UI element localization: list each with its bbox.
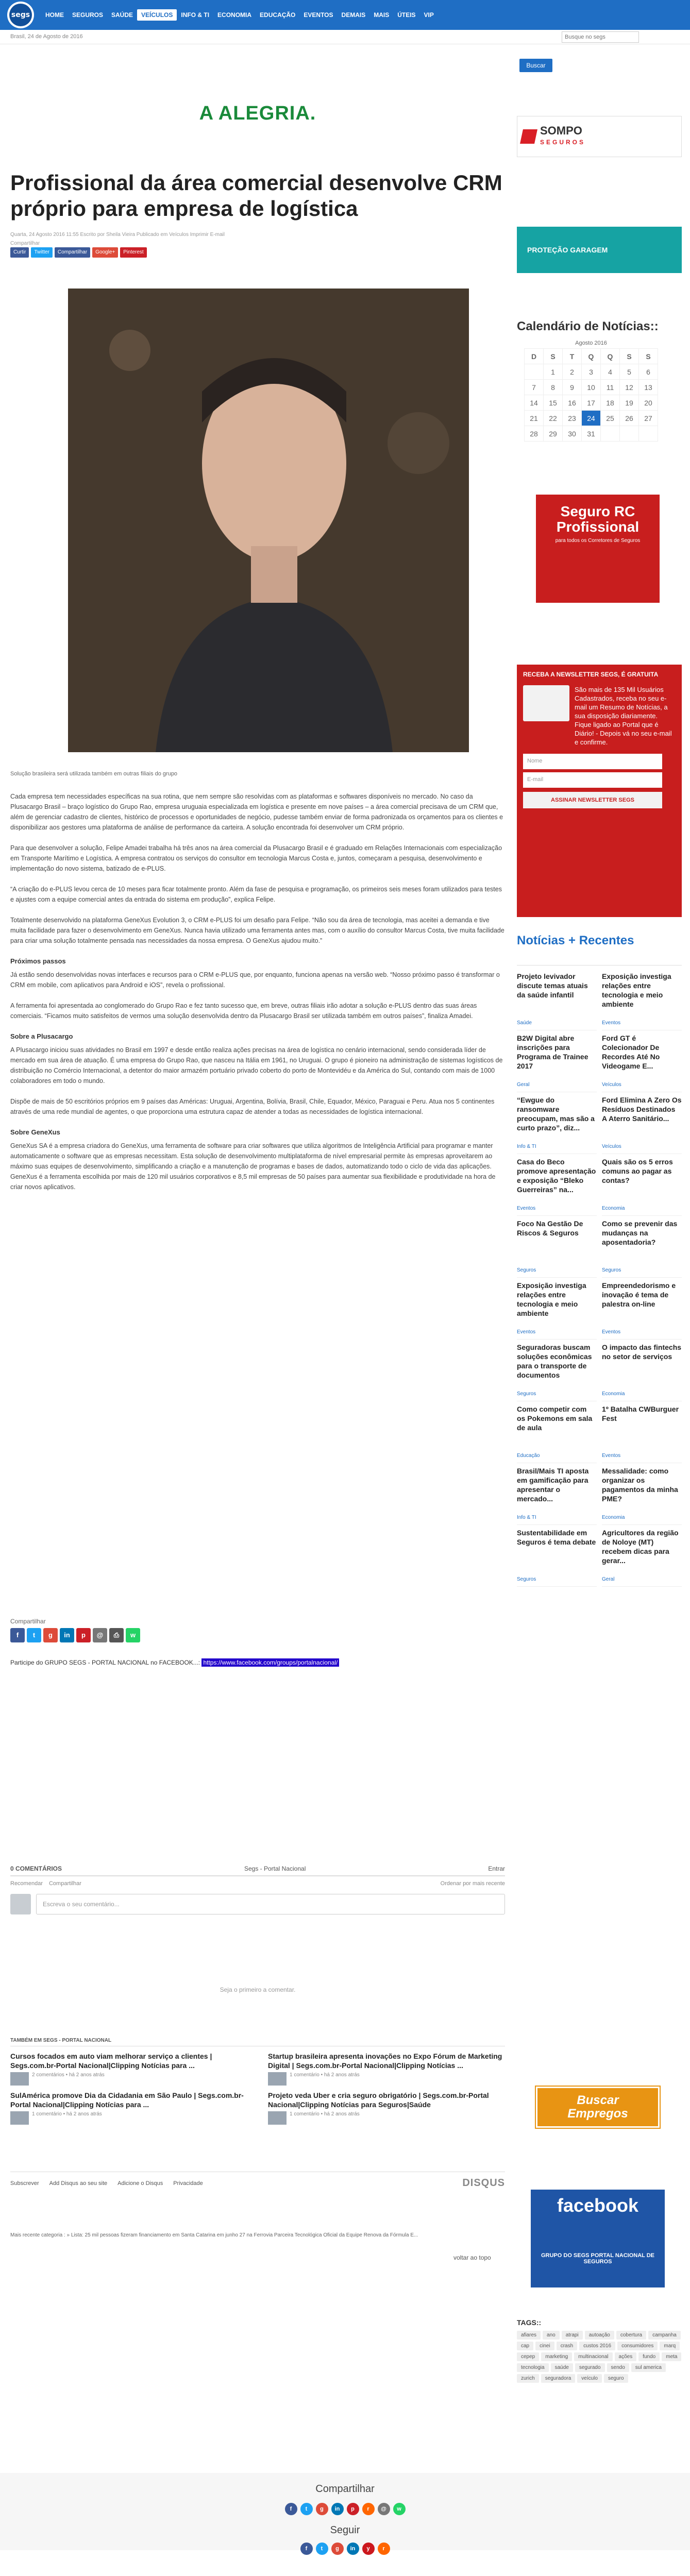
seguro-rc-title: Seguro RC Profissional	[556, 503, 639, 535]
tag-item[interactable]: cinei	[535, 2342, 554, 2350]
share-button-1[interactable]: Twitter	[31, 247, 52, 258]
share-tab-label: Compartilhar	[10, 241, 40, 246]
recent-news-tabs	[517, 953, 682, 965]
calendar-day[interactable]: 11	[601, 380, 620, 395]
photo-caption: Solução brasileira será utilizada também em outras filiais do grupo	[10, 771, 178, 777]
recent-news-item[interactable]	[602, 1401, 682, 1463]
print-icon[interactable]: ⎙	[109, 1628, 124, 1642]
recent-news-category[interactable]: Geral	[517, 1082, 530, 1088]
facebook-icon[interactable]: f	[10, 1628, 25, 1642]
calendar-day[interactable]: 24	[582, 411, 601, 426]
add-disqus-link[interactable]: Add Disqus ao seu site	[49, 2180, 108, 2187]
privacy-link[interactable]: Privacidade	[173, 2180, 203, 2187]
recent-news-category[interactable]: Seguros	[602, 1267, 621, 1273]
related-thumb	[268, 2072, 287, 2086]
recent-news-category[interactable]: Economia	[602, 1515, 625, 1520]
tag-item[interactable]: afiares	[517, 2331, 541, 2340]
article-paragraph: Para que desenvolver a solução, Felipe Amadei trabalha há três anos na área comercial da Plusacargo Brasil e é graduado em Relações Internacionais com especialização em Transporte Marítimo e Logística. A empresa contratou os serviços do consultor em tecnologia Marcus Costa e, juntos, começaram a pesquisa, desenvolvimento e implementação do novo sistema, batizado de e-PLUS.	[10, 844, 502, 872]
tag-item[interactable]: seguro	[604, 2374, 628, 2383]
recent-news-category[interactable]: Veículos	[602, 1082, 621, 1088]
linkedin-icon[interactable]: in	[60, 1628, 74, 1642]
tags-cloud	[517, 2318, 682, 2383]
related-item[interactable]	[10, 2052, 247, 2086]
related-grid	[10, 2052, 505, 2125]
recent-news-title[interactable]: Agricultores da região de Noloye (MT) recebem dicas para gerar...	[602, 1529, 679, 1565]
tag-item[interactable]: cobertura	[616, 2331, 646, 2340]
byline-text: Quarta, 24 Agosto 2016 11:55 Escrito por Sheila Vieira Publicado em Veículos Imprimir E-mail	[10, 232, 225, 238]
related-item[interactable]	[268, 2052, 505, 2086]
calendar-day[interactable]: 9	[563, 380, 582, 395]
google-plus-follow-icon[interactable]: g	[331, 2543, 344, 2555]
related-thumb	[268, 2111, 287, 2125]
tag-item[interactable]: veículo	[577, 2374, 602, 2383]
sompo-name: SOMPO	[540, 124, 582, 137]
recent-news-category[interactable]: Seguros	[517, 1577, 536, 1582]
tag-item[interactable]: consumidores	[617, 2342, 658, 2350]
tag-item[interactable]: fundo	[638, 2352, 660, 2361]
related-articles	[10, 2038, 505, 2125]
recent-news-item[interactable]	[517, 1463, 597, 1525]
tag-item[interactable]: autoação	[585, 2331, 614, 2340]
calendar-day[interactable]: 1	[544, 364, 563, 380]
twitter-follow-icon[interactable]: t	[316, 2543, 328, 2555]
recent-news-category[interactable]: Eventos	[602, 1020, 621, 1026]
tag-item[interactable]: meta	[662, 2352, 681, 2361]
recent-news-category[interactable]: Eventos	[602, 1329, 621, 1335]
buscar-empregos-ad[interactable]	[536, 2087, 660, 2128]
nav-item-sa-de[interactable]: SAÚDE	[111, 11, 133, 19]
calendar-day[interactable]: 13	[639, 380, 658, 395]
calendar-day[interactable]: 28	[525, 426, 544, 442]
facebook-group-box[interactable]	[531, 2190, 665, 2287]
recent-news-item[interactable]	[602, 1092, 682, 1154]
calendar-month: Agosto 2016	[575, 340, 607, 346]
recent-news-item[interactable]	[517, 1401, 597, 1463]
current-date: Brasil, 24 de Agosto de 2016	[10, 33, 83, 40]
recent-news-item[interactable]	[517, 1154, 597, 1216]
article-paragraph: GeneXus SA é a empresa criadora do GeneXus, uma ferramenta de software para criar softwares que utiliza algoritmos de Inteligência Artificial para programar e manter automaticamente o software que as empresas necessitam. Esta solução de desenvolvimento multiplataforma de nível empresarial permite às empresas aproveitarem ao máximo suas equipes de desenvolvimento, simplificando a criação e a manutenção de programas e bases de dados, automatizando todo o ciclo de vida das aplicações. GeneXus é a ferramenta escolhida por mais de 120 mil usuários corporativos e 8,5 mil empresas de 50 países para aumentar sua flexibilidade e produtividade na hora de criar novos aplicativos.	[10, 1142, 496, 1191]
facebook-icon[interactable]: f	[285, 2503, 297, 2515]
whatsapp-icon[interactable]: w	[393, 2503, 406, 2515]
related-meta	[268, 2072, 505, 2086]
calendar-day[interactable]: 31	[582, 426, 601, 442]
tag-item[interactable]: custos 2016	[579, 2342, 615, 2350]
recent-news-category[interactable]: Seguros	[517, 1391, 536, 1397]
share-section	[0, 2473, 690, 2550]
avatar	[10, 1894, 31, 1914]
recent-news-title[interactable]: Brasil/Mais TI aposta em gamificação para apresentar o mercado...	[517, 1467, 589, 1503]
logo-text: segs	[9, 4, 32, 26]
recent-news-item[interactable]	[602, 1463, 682, 1525]
calendar-weekday: Q	[582, 349, 601, 364]
calendar-day[interactable]: 12	[620, 380, 639, 395]
article-paragraph: A ferramenta foi apresentada ao conglomerado do Grupo Rao e fez tanto sucesso que, em breve, outras filiais irão adotar a solução e-PLUS dentro das suas áreas comerciais. “Ficamos muito satisfeitos de vermos uma solução desenvolvida dentro da Plusacargo Brasil ser utilizada também em outros países”, finaliza Amadei.	[10, 1002, 477, 1020]
news-calendar	[517, 319, 682, 442]
follow-icons	[0, 2543, 690, 2555]
nav-item-seguros[interactable]: SEGUROS	[72, 11, 104, 19]
linkedin-follow-icon[interactable]: in	[347, 2543, 359, 2555]
article-paragraph: Já estão sendo desenvolvidas novas interfaces e recursos para o CRM e-PLUS que, por enquanto, funciona apenas na versão web. “Nosso próximo passo é transformar o CRM em mobile, com aplicativos para Android e iOS”, revela o profissional.	[10, 971, 500, 989]
section-heading: Sobre a Plusacargo	[10, 1032, 73, 1040]
rss-icon[interactable]: r	[362, 2503, 375, 2515]
calendar-day[interactable]: 15	[544, 395, 563, 411]
recent-news-title[interactable]: Sustentabilidade em Seguros é tema debate	[517, 1529, 596, 1546]
whatsapp-icon[interactable]: w	[126, 1628, 140, 1642]
calendar-day[interactable]: 7	[525, 380, 544, 395]
tag-item[interactable]: ano	[543, 2331, 560, 2340]
calendar-day[interactable]: 19	[620, 395, 639, 411]
protecao-garagem-ad[interactable]: PROTEÇÃO GARAGEM	[517, 227, 682, 273]
disqus-logo[interactable]: DISQUS	[462, 2177, 505, 2189]
calendar-weekday: T	[563, 349, 582, 364]
facebook-follow-icon[interactable]: f	[300, 2543, 313, 2555]
twitter-icon[interactable]: t	[27, 1628, 41, 1642]
linkedin-icon[interactable]: in	[331, 2503, 344, 2515]
calendar-weekday: S	[544, 349, 563, 364]
related-item[interactable]	[10, 2091, 247, 2125]
disqus-site-name: Segs - Portal Nacional	[244, 1865, 306, 1872]
share-button-4[interactable]: Pinterest	[120, 247, 146, 258]
nav-item-eventos[interactable]: EVENTOS	[304, 11, 333, 19]
recent-news-title[interactable]: Exposição investiga relações entre tecnologia e meio ambiente	[517, 1281, 586, 1317]
recent-news-category[interactable]: Seguros	[517, 1267, 536, 1273]
related-meta-text: 2 comentários • há 2 anos atrás	[32, 2072, 105, 2078]
sompo-mark-icon	[520, 129, 537, 144]
calendar-day	[639, 426, 658, 442]
share-section-title: Compartilhar	[315, 2483, 375, 2495]
recent-news-title[interactable]: Ford Elimina A Zero Os Resíduos Destinados A Aterro Sanitário...	[602, 1096, 682, 1123]
tag-item[interactable]: campanha	[648, 2331, 681, 2340]
calendar-day[interactable]: 20	[639, 395, 658, 411]
photo-portrait-icon	[68, 289, 469, 752]
share-icons-row	[10, 1628, 505, 1642]
related-meta	[10, 2072, 247, 2086]
recent-news-item[interactable]	[517, 969, 597, 1030]
recent-news-title[interactable]: Como competir com os Pokemons em sala de aula	[517, 1405, 593, 1432]
nav-item-educa-o[interactable]: EDUCAÇÃO	[260, 11, 296, 19]
article-paragraph: “A criação do e-PLUS levou cerca de 10 meses para ficar totalmente pronto. Além da fase de pesquisa e programação, os primeiros seis meses foram utilizados para testes e ajustes com a equipe comercial antes da entrada do sistema em produção”, explica Felipe.	[10, 886, 502, 903]
related-thumb	[10, 2111, 29, 2125]
calendar-day[interactable]: 18	[601, 395, 620, 411]
calendar-day[interactable]: 4	[601, 364, 620, 380]
google-plus-icon[interactable]: g	[316, 2503, 328, 2515]
calendar-day[interactable]: 25	[601, 411, 620, 426]
article-byline	[10, 232, 505, 246]
back-to-top-link[interactable]: voltar ao topo	[453, 2254, 491, 2261]
recent-news-title[interactable]: Seguradoras buscam soluções econômicas para o transporte de documentos	[517, 1343, 592, 1379]
share-label: Compartilhar	[10, 1618, 46, 1625]
section-heading: Sobre GeneXus	[10, 1128, 60, 1136]
related-meta-text: 1 comentário • há 2 anos atrás	[290, 2072, 360, 2078]
newsletter-email-field[interactable]: E-mail	[523, 772, 662, 788]
tag-item[interactable]: atrapi	[562, 2331, 583, 2340]
related-title[interactable]: Cursos focados em auto viam melhorar serviço a clientes | Segs.com.br-Portal Nacional|Clipping Notícias para ...	[10, 2052, 212, 2070]
recent-news-title[interactable]: O impacto das fintechs no setor de serviços	[602, 1343, 682, 1361]
nav-item-home[interactable]: HOME	[45, 11, 64, 19]
main-nav	[41, 9, 438, 21]
fb-box-sub: GRUPO DO SEGS PORTAL NACIONAL DE SEGUROS	[541, 2252, 655, 2265]
add-disqus-link-2[interactable]: Adicione o Disqus	[117, 2180, 163, 2187]
calendar-table	[524, 338, 658, 442]
calendar-day[interactable]: 26	[620, 411, 639, 426]
email-icon[interactable]: @	[378, 2503, 390, 2515]
article-title: Profissional da área comercial desenvolve CRM próprio para empresa de logística	[10, 171, 502, 221]
recent-news-title[interactable]: 1º Batalha CWBurguer Fest	[602, 1405, 679, 1422]
calendar-day[interactable]: 5	[620, 364, 639, 380]
related-meta-text: 1 comentário • há 2 anos atrás	[290, 2111, 360, 2117]
calendar-day[interactable]: 3	[582, 364, 601, 380]
tag-item[interactable]: sul america	[631, 2363, 666, 2372]
nav-item-vip[interactable]: VIP	[424, 11, 434, 19]
calendar-weekday: S	[620, 349, 639, 364]
calendar-day[interactable]: 23	[563, 411, 582, 426]
tag-item[interactable]: sendo	[607, 2363, 629, 2372]
tag-item[interactable]: cepep	[517, 2352, 539, 2361]
recent-news-category[interactable]: Saúde	[517, 1020, 532, 1026]
disqus-comments	[10, 1865, 505, 1914]
calendar-day[interactable]: 10	[582, 380, 601, 395]
tags-title: TAGS::	[517, 2318, 542, 2327]
nav-item-economia[interactable]: ECONOMIA	[217, 11, 252, 19]
related-meta-text: 1 comentário • há 2 anos atrás	[32, 2111, 102, 2117]
tag-item[interactable]: saúde	[551, 2363, 573, 2372]
calendar-day[interactable]: 16	[563, 395, 582, 411]
search-input[interactable]	[562, 31, 639, 43]
related-title[interactable]: Startup brasileira apresenta inovações no Expo Fórum de Marketing Digital | Segs.com.br-Portal Nacional|Clipping Notícias ...	[268, 2052, 502, 2070]
article-body	[10, 791, 505, 1202]
share-section-icons	[0, 2503, 690, 2515]
recent-news-item[interactable]	[517, 1030, 597, 1092]
tag-item[interactable]: segurado	[575, 2363, 605, 2372]
recent-news-item[interactable]	[602, 1278, 682, 1340]
recent-news-title[interactable]: Foco Na Gestão De Riscos & Seguros	[517, 1219, 583, 1237]
related-thumb	[10, 2072, 29, 2086]
buscar-line2: Empregos	[567, 2107, 628, 2121]
subscribe-link[interactable]: Subscrever	[10, 2180, 39, 2187]
recent-news-item[interactable]	[517, 1340, 597, 1401]
section-heading: Próximos passos	[10, 957, 66, 965]
article-paragraph: Totalmente desenvolvido na plataforma GeneXus Evolution 3, o CRM e-PLUS foi um desafio para Felipe. “Não sou da área de tecnologia, mas aceitei a demanda e tive muita facilidade para fazer o desenvolvimento em GeneXus. Nunca havia utilizado uma ferramenta antes mas, com o auxílio do consultor Marcus Costa, tive muita facilidade para criar uma solução totalmente pensada nas necessidades da nossa empresa. O GeneXus ajudou muito.”	[10, 917, 504, 944]
recent-news-item[interactable]	[602, 1525, 682, 1587]
recent-news-title[interactable]: Casa do Beco promove apresentação e exposição “Bleko Guerreiras” na...	[517, 1158, 596, 1194]
sompo-sub: SEGUROS	[540, 139, 586, 146]
comments-count: 0 COMENTÁRIOS	[10, 1865, 62, 1872]
share-button-3[interactable]: Google+	[92, 247, 118, 258]
tag-item[interactable]: marketing	[541, 2352, 572, 2361]
recent-news-category[interactable]: Eventos	[517, 1329, 536, 1335]
share-button-0[interactable]: Curtir	[10, 247, 29, 258]
recent-news-item[interactable]	[602, 1216, 682, 1278]
related-title[interactable]: SulAmérica promove Dia da Cidadania em São Paulo | Segs.com.br-Portal Nacional|Clipping Notícias para ...	[10, 2091, 244, 2109]
tag-item[interactable]: multinacional	[574, 2352, 612, 2361]
calendar-day[interactable]: 2	[563, 364, 582, 380]
newsletter-box	[517, 665, 682, 917]
nav-item-mais[interactable]: MAIS	[374, 11, 390, 19]
recent-news-title[interactable]: Quais são os 5 erros comuns ao pagar as contas?	[602, 1158, 673, 1184]
recent-news-title[interactable]: B2W Digital abre inscrições para Programa de Trainee 2017	[517, 1034, 588, 1070]
tag-item[interactable]: seguradora	[541, 2374, 576, 2383]
calendar-day[interactable]: 6	[639, 364, 658, 380]
calendar-day[interactable]: 21	[525, 411, 544, 426]
calendar-title: Calendário de Notícias::	[517, 319, 659, 333]
rss-follow-icon[interactable]: r	[378, 2543, 390, 2555]
calendar-day[interactable]: 27	[639, 411, 658, 426]
site-logo[interactable]	[7, 2, 34, 28]
newsletter-heading: RECEBA A NEWSLETTER SEGS, É GRATUITA	[523, 671, 659, 678]
recent-news-category[interactable]: Economia	[602, 1391, 625, 1397]
recent-news-item[interactable]	[517, 1278, 597, 1340]
recent-news-item[interactable]	[517, 1216, 597, 1278]
recent-news-title[interactable]: Messalidade: como organizar os pagamentos da minha PME?	[602, 1467, 678, 1503]
buscar-line1: Buscar	[577, 2093, 619, 2107]
tag-item[interactable]: crash	[557, 2342, 577, 2350]
twitter-icon[interactable]: t	[300, 2503, 313, 2515]
recommend-button[interactable]: Recomendar	[10, 1880, 43, 1887]
fb-box-title: facebook	[557, 2195, 639, 2216]
calendar-day	[525, 364, 544, 380]
related-item[interactable]	[268, 2091, 505, 2125]
recent-news-category[interactable]: Info & TI	[517, 1515, 536, 1520]
recent-news-category[interactable]: Geral	[602, 1577, 615, 1582]
share-button[interactable]: Compartilhar	[48, 1880, 81, 1887]
calendar-weekday: Q	[601, 349, 620, 364]
tag-item[interactable]: tecnologia	[517, 2363, 549, 2372]
tag-item[interactable]: marq	[660, 2342, 680, 2350]
top-banner-ad[interactable]: A ALEGRIA.	[199, 102, 316, 124]
pinterest-icon[interactable]: p	[76, 1628, 91, 1642]
recent-news-grid	[517, 969, 682, 1587]
share-button-2[interactable]: Compartilhar	[55, 247, 90, 258]
recent-news-category[interactable]: Info & TI	[517, 1144, 536, 1149]
follow-title: Seguir	[330, 2524, 360, 2536]
newsletter-subscribe-button[interactable]: ASSINAR NEWSLETTER SEGS	[523, 792, 662, 808]
social-share-bar	[10, 247, 147, 258]
related-header: TAMBÉM EM SEGS - PORTAL NACIONAL	[10, 2038, 505, 2046]
pinterest-icon[interactable]: p	[347, 2503, 359, 2515]
google-plus-icon[interactable]: g	[43, 1628, 58, 1642]
news-ticker[interactable]: Mais recente categoria : » Lista: 25 mil pessoas fizeram financiamento em Santa Catarina em junho 27 na Ferrovia Parceira Tecnológica Oficial da Equipe Renova da Fórmula E...	[10, 2232, 418, 2238]
tag-item[interactable]: zurich	[517, 2374, 539, 2383]
nav-item-ve-culos[interactable]: VEÍCULOS	[137, 9, 177, 21]
first-comment-text: Seja o primeiro a comentar.	[220, 1986, 296, 1993]
nav-item-demais[interactable]: DEMAIS	[341, 11, 366, 19]
article-photo	[68, 289, 469, 752]
login-button[interactable]: Entrar	[488, 1865, 505, 1872]
recent-news-title[interactable]: “Ewgue do ransomware preocupam, mas são a curto prazo”, diz...	[517, 1096, 595, 1132]
recent-news-item[interactable]	[602, 969, 682, 1030]
newsletter-name-field[interactable]: Nome	[523, 754, 662, 769]
newsletter-text: São mais de 135 Mil Usuários Cadastrados, receba no seu e-mail um Resumo de Notícias, a sua disposição diariamente. Fique ligado ao Portal que é Diário! - Depois vá no seu e-mail e confirme.	[575, 686, 672, 746]
recent-news-title[interactable]: Como se prevenir das mudanças na aposentadoria?	[602, 1219, 678, 1246]
tag-item[interactable]: ações	[615, 2352, 637, 2361]
sompo-ad[interactable]	[517, 116, 682, 157]
calendar-weekday: S	[639, 349, 658, 364]
article-paragraph: A Plusacargo iniciou suas atividades no Brasil em 1997 e desde então realiza ações precisas na área de logística no cenário internacional, sendo considerada líder de mercado em sua área de atuação. É uma empresa do Grupo Rao, que nasceu na Itália em 1961, no Uruguai. O grupo é pioneiro na administração de sistemas logísticos de distribuição no Comércio Internacional, a detentor do maior armazém portuário privado coberto do porto de Montevidéu e da América do Sul, contando com mais de 1000 colaboradores em todo o mundo.	[10, 1046, 503, 1084]
search-button[interactable]: Buscar	[519, 59, 552, 72]
recent-news-item[interactable]	[602, 1154, 682, 1216]
youtube-follow-icon[interactable]: y	[362, 2543, 375, 2555]
recent-news-title[interactable]: Empreendedorismo e inovação é tema de palestra on-line	[602, 1281, 676, 1308]
recent-news-title[interactable]: Ford GT é Colecionador De Recordes Até No Videogame E...	[602, 1034, 660, 1070]
recent-news-item[interactable]	[602, 1340, 682, 1401]
related-meta	[10, 2111, 247, 2125]
calendar-day[interactable]: 17	[582, 395, 601, 411]
calendar-day	[620, 426, 639, 442]
recent-news-category[interactable]: Veículos	[602, 1144, 621, 1149]
tag-list	[517, 2331, 682, 2383]
fb-line-prefix: Participe do GRUPO SEGS - PORTAL NACIONAL no FACEBOOK...:	[10, 1659, 200, 1666]
calendar-weekday: D	[525, 349, 544, 364]
recent-news-category[interactable]: Economia	[602, 1206, 625, 1211]
recent-news-category[interactable]: Eventos	[517, 1206, 536, 1211]
calendar-day[interactable]: 30	[563, 426, 582, 442]
recent-news-title: Notícias + Recentes	[517, 934, 634, 947]
calendar-day	[601, 426, 620, 442]
tag-item[interactable]: cap	[517, 2342, 533, 2350]
related-title[interactable]: Projeto veda Uber e cria seguro obrigatório | Segs.com.br-Portal Nacional|Clipping Notícias para Seguros|Saúde	[268, 2091, 489, 2109]
recent-news-item[interactable]	[602, 1030, 682, 1092]
nav-item-info-ti[interactable]: INFO & TI	[181, 11, 210, 19]
recent-news-item[interactable]	[517, 1092, 597, 1154]
article-paragraph: Cada empresa tem necessidades específicas na sua rotina, que nem sempre são resolvidas com as plataformas e softwares disponíveis no mercado. No caso da Plusacargo Brasil – braço logístico do Grupo Rao, empresa uruguaia especializada em logística e presente em nove países – a área comercial precisava de um CRM que, além de gerenciar cadastro de clientes, histórico de processos e oportunidades de negócio, pudesse também enviar de forma padronizada os orçamentos para os clientes e disponibilizar aos gestores uma plataforma de análise de performance da carteira. A solução encontrada foi desenvolver um CRM próprio.	[10, 793, 503, 831]
seguro-rc-ad[interactable]	[536, 495, 660, 603]
recent-news-category[interactable]: Eventos	[602, 1453, 621, 1459]
article-paragraph: Dispõe de mais de 50 escritórios próprios em 9 países das Américas: Uruguai, Argentina, Bolívia, Brasil, Chile, Equador, México, Paraguai e Peru. Atua nos 5 continentes através de uma rede mundial de agentes, o que proporciona uma estrutura capaz de atender a todas as necessidades de logística internacional.	[10, 1098, 495, 1115]
recent-news-title[interactable]: Exposição investiga relações entre tecnologia e meio ambiente	[602, 972, 671, 1008]
comment-input[interactable]: Escreva o seu comentário...	[36, 1894, 505, 1914]
fb-group-link[interactable]: https://www.facebook.com/groups/portalnacional/	[201, 1658, 339, 1667]
top-navigation-bar	[0, 0, 690, 30]
recent-news-category[interactable]: Educação	[517, 1453, 540, 1459]
calendar-day[interactable]: 22	[544, 411, 563, 426]
nav-item--teis[interactable]: ÚTEIS	[397, 11, 416, 19]
bottom-share	[10, 1618, 505, 1642]
recent-news-item[interactable]	[517, 1525, 597, 1587]
calendar-day[interactable]: 14	[525, 395, 544, 411]
calendar-day[interactable]: 8	[544, 380, 563, 395]
email-icon[interactable]: @	[93, 1628, 107, 1642]
disqus-footer	[10, 2172, 505, 2189]
facebook-group-line	[10, 1659, 505, 1666]
related-meta	[268, 2111, 505, 2125]
envelope-icon	[523, 685, 569, 721]
seguro-rc-sub: para todos os Corretores de Seguros	[555, 538, 641, 544]
sort-dropdown[interactable]: Ordenar por mais recente	[440, 1880, 505, 1887]
calendar-day[interactable]: 29	[544, 426, 563, 442]
recent-news-title[interactable]: Projeto levivador discute temas atuais da saúde infantil	[517, 972, 588, 999]
